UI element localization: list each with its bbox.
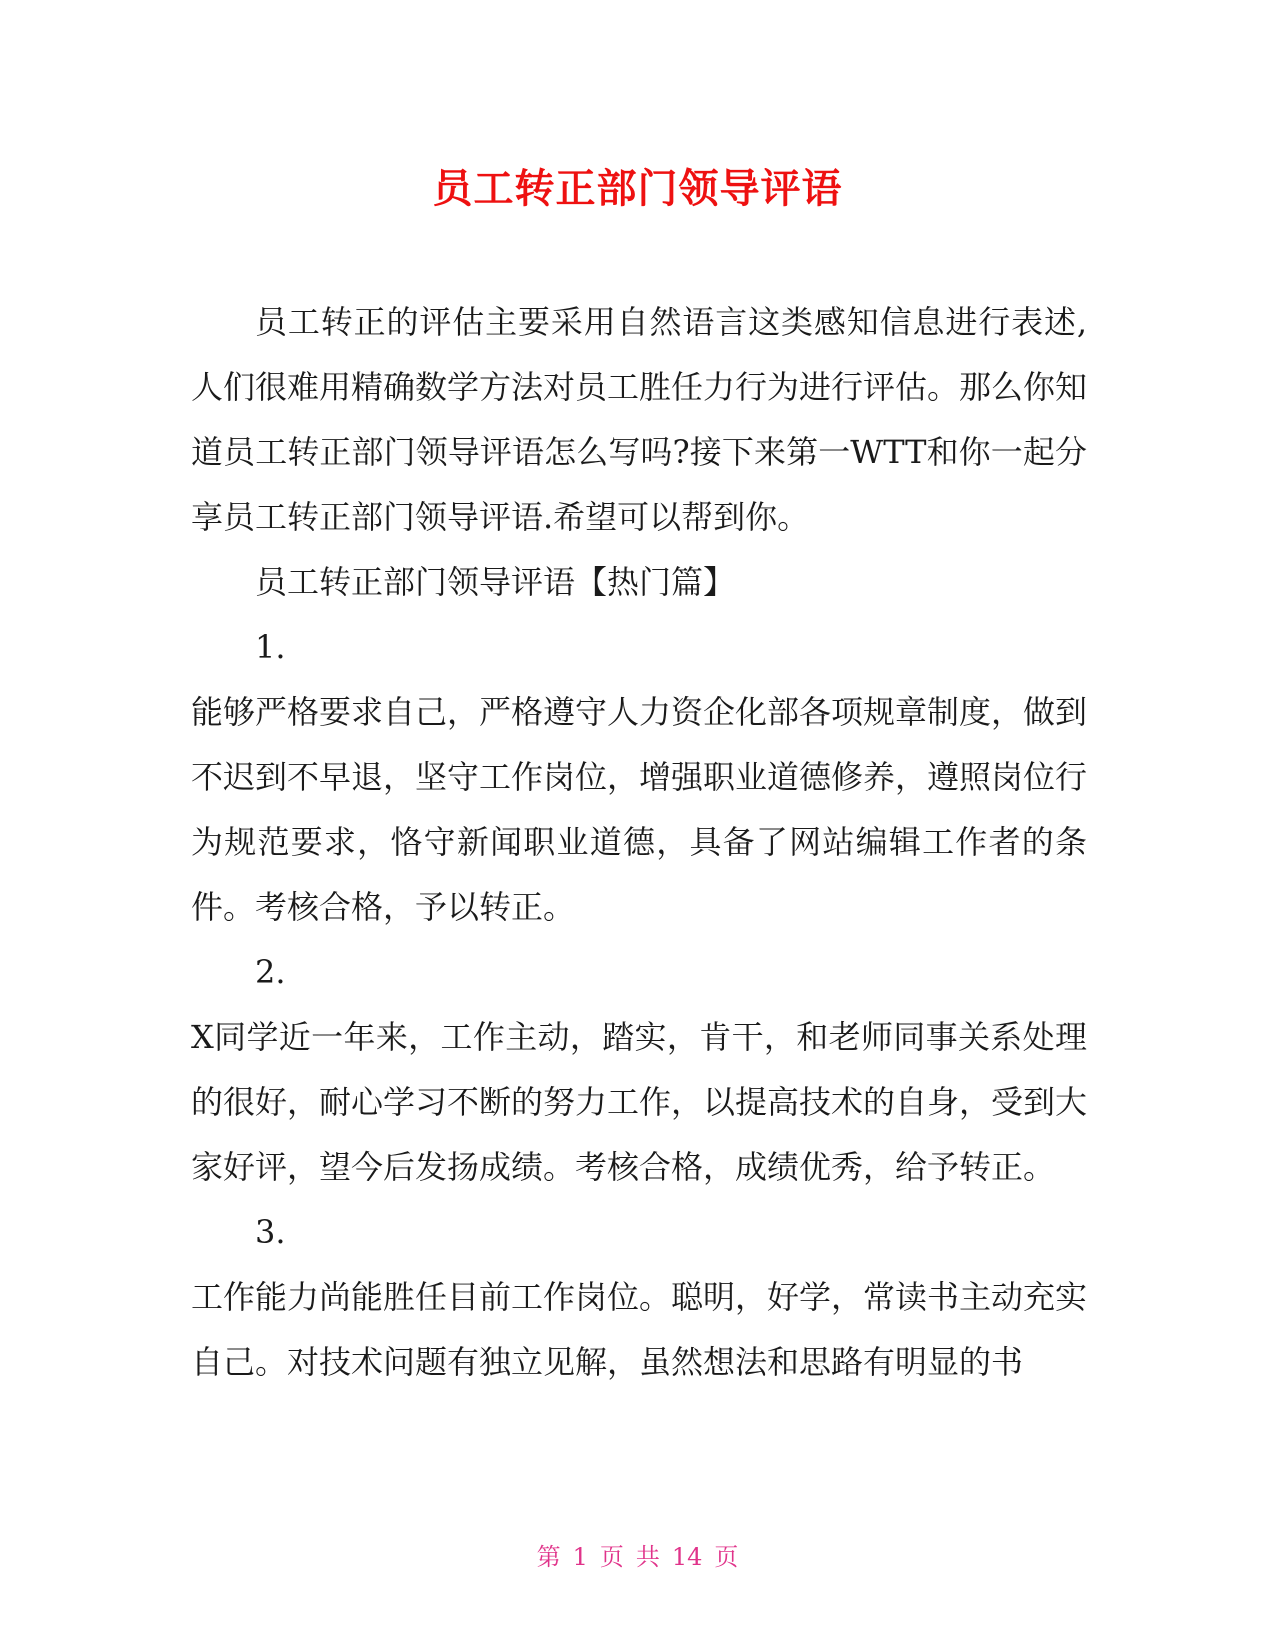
document-body [191,290,1087,1395]
item-number: 2. [255,953,286,991]
item-number: 1. [255,628,286,666]
footer-total-pages: 14 [671,1543,703,1571]
page-footer [0,1542,1275,1572]
footer-current-page: 1 [572,1543,588,1571]
footer-label-page-unit: 页 [599,1543,624,1571]
footer-label-total-unit: 页 [714,1543,739,1571]
item-text: X同学近一年来，工作主动，踏实，肯干，和老师同事关系处理的很好，耐心学习不断的努力工作，以提高技术的自身，受到大家好评，望今后发扬成绩。考核合格，成绩优秀，给予转正。 [191,1018,1088,1186]
footer-label-total: 共 [635,1543,660,1571]
footer-label-page: 第 [536,1543,561,1571]
item-text: 能够严格要求自己，严格遵守人力资企化部各项规章制度，做到不迟到不早退，坚守工作岗位，增强职业道德修养，遵照岗位行为规范要求，恪守新闻职业道德，具备了网站编辑工作者的条件。考核合格，予以转正。 [191,693,1088,926]
item-number: 3. [255,1213,286,1251]
document-title: 员工转正部门领导评语 [432,166,843,212]
item-text: 工作能力尚能胜任目前工作岗位。聪明，好学，常读书主动充实自己。对技术问题有独立见解，虽然想法和思路有明显的书 [191,1278,1088,1381]
intro-paragraph: 员工转正的评估主要采用自然语言这类感知信息进行表述,人们很难用精确数学方法对员工胜任力行为进行评估。那么你知道员工转正部门领导评语怎么写吗?接下来第一WTT和你一起分享员工转正部门领导评语.希望可以帮到你。 [191,303,1088,536]
section-heading: 员工转正部门领导评语【热门篇】 [255,563,736,601]
